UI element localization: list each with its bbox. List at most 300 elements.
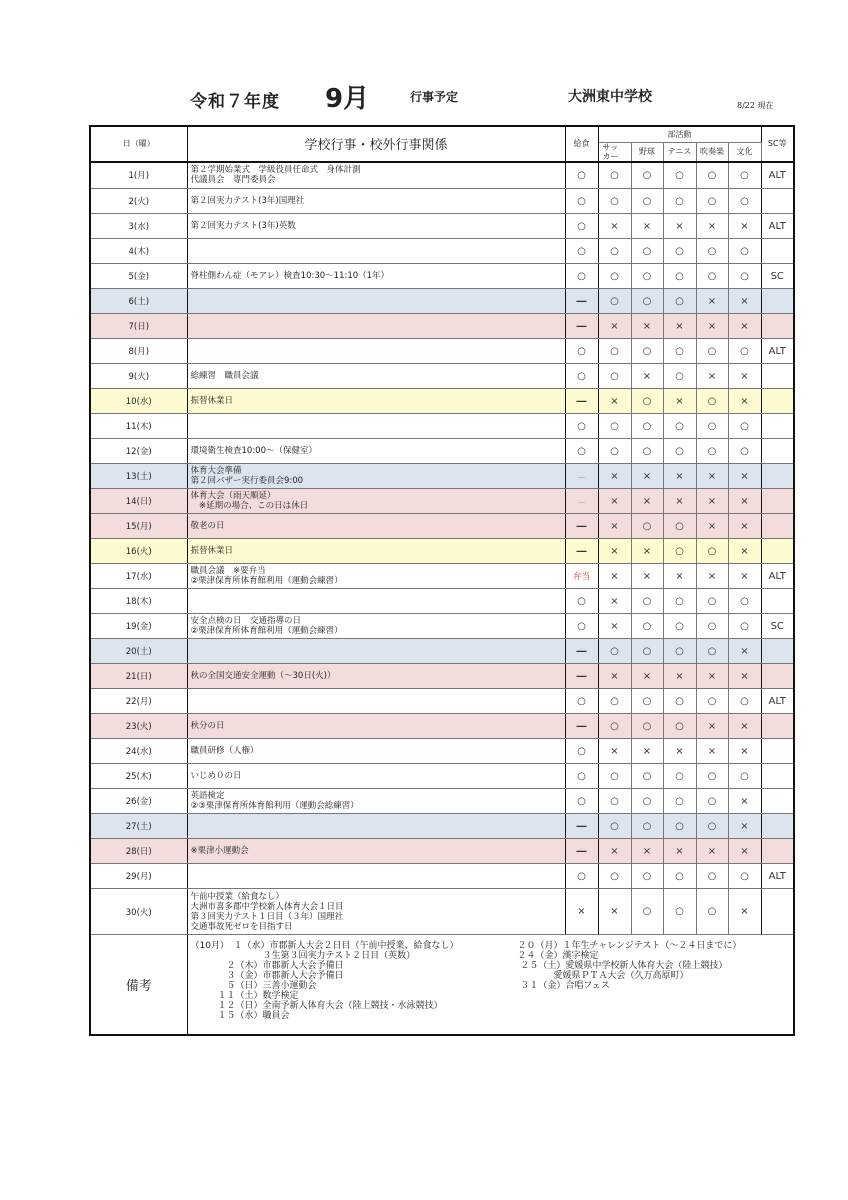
lunch-cell bbox=[565, 389, 598, 414]
culture-mark: × bbox=[740, 545, 749, 557]
baseball-mark: ○ bbox=[642, 720, 652, 732]
soccer-cell bbox=[598, 264, 631, 289]
tennis-mark: ○ bbox=[675, 169, 684, 181]
soccer-cell bbox=[598, 664, 631, 689]
event-cell bbox=[187, 414, 565, 439]
brass-cell bbox=[696, 314, 728, 339]
lunch-cell bbox=[565, 464, 598, 489]
event-line: ②栗津保育所体育館利用（運動会練習） bbox=[190, 576, 343, 586]
schedule-row bbox=[90, 789, 794, 814]
baseball-mark: × bbox=[642, 570, 652, 582]
event-line: 総練習 職員会議 bbox=[190, 371, 259, 381]
tennis-cell bbox=[663, 714, 696, 739]
soccer-cell bbox=[598, 589, 631, 614]
tennis-cell bbox=[663, 614, 696, 639]
tennis-cell bbox=[663, 689, 696, 714]
day-cell: 16(火) bbox=[90, 539, 187, 564]
tennis-cell bbox=[663, 889, 696, 935]
lunch-cell bbox=[565, 814, 598, 839]
soccer-mark: ○ bbox=[610, 195, 619, 207]
schedule-kind: 行事予定 bbox=[410, 90, 459, 104]
baseball-mark: × bbox=[642, 470, 652, 482]
soccer-mark: ○ bbox=[610, 695, 619, 707]
schedule-row bbox=[90, 564, 794, 589]
soccer-mark: ○ bbox=[610, 445, 619, 457]
tennis-cell bbox=[663, 639, 696, 664]
brass-mark: × bbox=[707, 320, 717, 332]
brass-cell bbox=[696, 664, 728, 689]
sc-cell bbox=[761, 189, 794, 214]
culture-cell bbox=[728, 314, 761, 339]
event-line: 大洲市喜多郡中学校新人体育大会１日目 bbox=[190, 901, 344, 912]
culture-mark: ○ bbox=[740, 345, 749, 357]
soccer-cell bbox=[598, 389, 631, 414]
event-line: 職員研修（人権） bbox=[190, 746, 259, 756]
baseball-cell bbox=[631, 864, 663, 889]
tennis-cell bbox=[663, 439, 696, 464]
soccer-cell bbox=[598, 614, 631, 639]
lunch-cell bbox=[565, 614, 598, 639]
schedule-row bbox=[90, 714, 794, 739]
culture-cell bbox=[728, 189, 761, 214]
day-cell: 24(水) bbox=[90, 739, 187, 764]
brass-mark: × bbox=[707, 845, 717, 857]
lunch-cell bbox=[565, 289, 598, 314]
lunch-cell bbox=[565, 839, 598, 864]
event-line: 午前中授業（給食なし） bbox=[190, 891, 285, 902]
soccer-mark: ○ bbox=[610, 370, 619, 382]
culture-cell bbox=[728, 439, 761, 464]
brass-cell bbox=[696, 214, 728, 239]
soccer-cell bbox=[598, 364, 631, 389]
event-line: 第２学期始業式 学級役員任命式 身体計測 bbox=[190, 165, 361, 176]
brass-cell bbox=[696, 364, 728, 389]
culture-cell bbox=[728, 689, 761, 714]
tennis-cell bbox=[663, 464, 696, 489]
schedule-row bbox=[90, 289, 794, 314]
brass-cell bbox=[696, 789, 728, 814]
culture-cell bbox=[728, 564, 761, 589]
event-cell bbox=[187, 589, 565, 614]
soccer-mark: × bbox=[610, 220, 619, 232]
tennis-mark: ○ bbox=[675, 345, 684, 357]
event-line: 交通事故死ゼロを目指す日 bbox=[190, 921, 293, 932]
event-cell bbox=[187, 764, 565, 789]
culture-cell bbox=[728, 364, 761, 389]
baseball-mark: × bbox=[642, 370, 652, 382]
soccer-cell bbox=[598, 489, 631, 514]
lunch-mark: ― bbox=[576, 520, 587, 532]
lunch-cell bbox=[565, 162, 598, 189]
schedule-row bbox=[90, 639, 794, 664]
brass-cell bbox=[696, 689, 728, 714]
lunch-mark: ○ bbox=[577, 595, 586, 607]
schedule-row bbox=[90, 839, 794, 864]
tennis-cell bbox=[663, 189, 696, 214]
soccer-cell bbox=[598, 162, 631, 189]
baseball-cell bbox=[631, 339, 663, 364]
sc-cell bbox=[761, 789, 794, 814]
sc-cell bbox=[761, 289, 794, 314]
event-cell bbox=[187, 639, 565, 664]
brass-cell bbox=[696, 839, 728, 864]
brass-mark: ○ bbox=[707, 906, 717, 917]
soccer-mark: ○ bbox=[610, 295, 619, 307]
event-cell bbox=[187, 264, 565, 289]
baseball-mark: ○ bbox=[642, 520, 652, 532]
lunch-mark: ○ bbox=[577, 745, 586, 757]
header-event: 学校行事・校外行事関係 bbox=[187, 126, 565, 162]
tennis-mark: ○ bbox=[675, 520, 684, 532]
remarks-label: 備考 bbox=[90, 935, 187, 1035]
culture-mark: ○ bbox=[740, 245, 749, 257]
tennis-cell bbox=[663, 239, 696, 264]
soccer-mark: ○ bbox=[610, 169, 619, 181]
baseball-cell bbox=[631, 664, 663, 689]
remarks-line: ５（日）三善小運動会 bbox=[190, 981, 317, 991]
tennis-cell bbox=[663, 764, 696, 789]
baseball-mark: ○ bbox=[642, 870, 652, 882]
tennis-mark: ○ bbox=[675, 795, 684, 807]
soccer-cell bbox=[598, 639, 631, 664]
day-cell: 21(日) bbox=[90, 664, 187, 689]
event-cell bbox=[187, 539, 565, 564]
baseball-mark: ○ bbox=[642, 795, 652, 807]
baseball-cell bbox=[631, 589, 663, 614]
culture-mark: × bbox=[740, 370, 749, 382]
culture-mark: ○ bbox=[740, 195, 749, 207]
event-cell bbox=[187, 664, 565, 689]
day-cell: 2(火) bbox=[90, 189, 187, 214]
brass-mark: ○ bbox=[707, 445, 717, 457]
lunch-mark: ― bbox=[576, 295, 587, 307]
lunch-cell bbox=[565, 864, 598, 889]
soccer-mark: × bbox=[610, 320, 619, 332]
brass-cell bbox=[696, 289, 728, 314]
tennis-cell bbox=[663, 389, 696, 414]
lunch-mark: ○ bbox=[577, 345, 586, 357]
lunch-mark: ― bbox=[576, 645, 587, 657]
culture-mark: ○ bbox=[740, 270, 749, 282]
lunch-cell bbox=[565, 264, 598, 289]
tennis-mark: ○ bbox=[675, 770, 684, 782]
tennis-mark: × bbox=[675, 320, 684, 332]
soccer-mark: × bbox=[610, 545, 619, 557]
soccer-cell bbox=[598, 864, 631, 889]
baseball-cell bbox=[631, 239, 663, 264]
soccer-mark: × bbox=[610, 845, 619, 857]
soccer-mark: ○ bbox=[610, 270, 619, 282]
document-header bbox=[0, 78, 848, 118]
soccer-mark: ○ bbox=[610, 245, 619, 257]
sc-cell bbox=[761, 764, 794, 789]
remarks-line: ２（木）市郡新人大会予備日 bbox=[190, 961, 344, 971]
lunch-mark: ○ bbox=[577, 169, 586, 181]
baseball-cell bbox=[631, 614, 663, 639]
tennis-cell bbox=[663, 162, 696, 189]
lunch-cell bbox=[565, 564, 598, 589]
brass-mark: × bbox=[707, 520, 717, 532]
baseball-cell bbox=[631, 764, 663, 789]
header-lunch: 給食 bbox=[565, 126, 598, 162]
tennis-mark: ○ bbox=[675, 645, 684, 657]
lunch-cell bbox=[565, 239, 598, 264]
culture-cell bbox=[728, 714, 761, 739]
lunch-mark: 弁当 bbox=[572, 572, 590, 582]
culture-mark: × bbox=[740, 570, 749, 582]
event-cell bbox=[187, 464, 565, 489]
event-line: ②栗津保育所体育館利用（運動会練習） bbox=[190, 626, 343, 636]
brass-cell bbox=[696, 264, 728, 289]
tennis-mark: ○ bbox=[675, 906, 684, 917]
lunch-mark: ○ bbox=[577, 620, 586, 632]
school-name: 大洲東中学校 bbox=[568, 89, 652, 105]
day-cell: 29(月) bbox=[90, 864, 187, 889]
tennis-cell bbox=[663, 289, 696, 314]
schedule-row bbox=[90, 514, 794, 539]
sc-cell bbox=[761, 414, 794, 439]
soccer-cell bbox=[598, 214, 631, 239]
event-line: 代議員会 専門委員会 bbox=[190, 175, 276, 186]
day-cell: 17(水) bbox=[90, 564, 187, 589]
brass-cell bbox=[696, 714, 728, 739]
baseball-cell bbox=[631, 489, 663, 514]
schedule-row bbox=[90, 414, 794, 439]
baseball-cell bbox=[631, 364, 663, 389]
event-line: 環境衛生検査10:00～（保健室） bbox=[190, 446, 317, 456]
baseball-cell bbox=[631, 439, 663, 464]
sc-cell bbox=[761, 814, 794, 839]
lunch-cell bbox=[565, 189, 598, 214]
schedule-row bbox=[90, 814, 794, 839]
soccer-cell bbox=[598, 439, 631, 464]
tennis-cell bbox=[663, 814, 696, 839]
event-cell bbox=[187, 339, 565, 364]
culture-mark: ○ bbox=[740, 620, 749, 632]
sc-cell bbox=[761, 314, 794, 339]
baseball-cell bbox=[631, 689, 663, 714]
schedule-row bbox=[90, 664, 794, 689]
culture-cell bbox=[728, 389, 761, 414]
soccer-mark: × bbox=[610, 620, 619, 632]
brass-mark: ○ bbox=[707, 820, 717, 832]
event-line: 第２回実力テスト(3年)英数 bbox=[190, 221, 296, 231]
soccer-cell bbox=[598, 189, 631, 214]
event-line: 脊柱側わん症（モアレ）検査10:30～11:10（1年） bbox=[190, 271, 390, 281]
lunch-cell bbox=[565, 364, 598, 389]
tennis-cell bbox=[663, 739, 696, 764]
sc-cell bbox=[761, 889, 794, 935]
culture-mark: × bbox=[740, 520, 749, 532]
culture-cell bbox=[728, 264, 761, 289]
event-line: いじめ０の日 bbox=[190, 771, 242, 781]
lunch-cell bbox=[565, 889, 598, 935]
event-line: 秋の全国交通安全運動（～30日(火)） bbox=[190, 671, 336, 681]
tennis-cell bbox=[663, 664, 696, 689]
sc-cell bbox=[761, 714, 794, 739]
culture-cell bbox=[728, 889, 761, 935]
brass-mark: × bbox=[707, 220, 717, 232]
baseball-cell bbox=[631, 414, 663, 439]
brass-mark: ○ bbox=[707, 545, 717, 557]
brass-mark: × bbox=[707, 720, 717, 732]
tennis-mark: ○ bbox=[675, 420, 684, 432]
baseball-mark: × bbox=[642, 320, 652, 332]
schedule-row bbox=[90, 389, 794, 414]
event-line: 第３回実力テスト１日目（３年）国理社 bbox=[190, 911, 344, 922]
lunch-mark: ― bbox=[576, 545, 587, 557]
event-line: 秋分の日 bbox=[190, 721, 225, 731]
culture-mark: × bbox=[740, 395, 749, 407]
culture-mark: × bbox=[740, 845, 749, 857]
day-cell: 28(日) bbox=[90, 839, 187, 864]
culture-cell bbox=[728, 639, 761, 664]
tennis-cell bbox=[663, 514, 696, 539]
tennis-mark: ○ bbox=[675, 270, 684, 282]
brass-mark: ○ bbox=[707, 395, 717, 407]
brass-cell bbox=[696, 414, 728, 439]
tennis-mark: × bbox=[675, 670, 684, 682]
lunch-cell bbox=[565, 439, 598, 464]
brass-cell bbox=[696, 889, 728, 935]
tennis-cell bbox=[663, 314, 696, 339]
soccer-cell bbox=[598, 414, 631, 439]
culture-mark: ○ bbox=[740, 420, 749, 432]
culture-cell bbox=[728, 614, 761, 639]
soccer-mark: × bbox=[610, 906, 619, 917]
fiscal-year: 令和７年度 bbox=[190, 92, 280, 112]
remarks-cell bbox=[187, 935, 794, 1035]
day-cell: 8(月) bbox=[90, 339, 187, 364]
brass-mark: × bbox=[707, 570, 717, 582]
brass-mark: ○ bbox=[707, 695, 717, 707]
baseball-cell bbox=[631, 739, 663, 764]
brass-mark: ○ bbox=[707, 345, 717, 357]
soccer-cell bbox=[598, 314, 631, 339]
event-line: 職員会議 ※要弁当 bbox=[190, 566, 266, 576]
lunch-mark: ― bbox=[576, 845, 587, 857]
brass-cell bbox=[696, 162, 728, 189]
culture-mark: ○ bbox=[740, 445, 749, 457]
soccer-cell bbox=[598, 714, 631, 739]
event-line: 振替休業日 bbox=[190, 546, 234, 556]
brass-cell bbox=[696, 864, 728, 889]
day-cell: 6(土) bbox=[90, 289, 187, 314]
schedule-row bbox=[90, 489, 794, 514]
day-cell: 22(月) bbox=[90, 689, 187, 714]
culture-cell bbox=[728, 289, 761, 314]
remarks-line: ３（金）市郡新人大会予備日 bbox=[190, 971, 344, 981]
baseball-cell bbox=[631, 189, 663, 214]
sc-cell bbox=[761, 589, 794, 614]
baseball-cell bbox=[631, 639, 663, 664]
soccer-mark: ○ bbox=[610, 820, 619, 832]
culture-cell bbox=[728, 414, 761, 439]
day-cell: 19(金) bbox=[90, 614, 187, 639]
baseball-cell bbox=[631, 314, 663, 339]
soccer-mark: × bbox=[610, 570, 619, 582]
remarks-line: １５（水）職員会 bbox=[190, 1011, 290, 1021]
tennis-cell bbox=[663, 339, 696, 364]
event-cell bbox=[187, 514, 565, 539]
remarks-line: ３１（金）合唱フェス bbox=[517, 981, 610, 991]
lunch-mark: ○ bbox=[577, 195, 586, 207]
sc-cell bbox=[761, 839, 794, 864]
culture-mark: ○ bbox=[740, 695, 749, 707]
sc-cell: SC bbox=[761, 614, 794, 639]
culture-mark: ○ bbox=[740, 169, 749, 181]
sc-cell bbox=[761, 439, 794, 464]
culture-mark: × bbox=[740, 220, 749, 232]
event-cell bbox=[187, 689, 565, 714]
lunch-cell bbox=[565, 214, 598, 239]
day-cell: 12(金) bbox=[90, 439, 187, 464]
culture-mark: × bbox=[740, 495, 749, 507]
sc-cell: SC bbox=[761, 264, 794, 289]
tennis-mark: ○ bbox=[675, 445, 684, 457]
brass-cell bbox=[696, 339, 728, 364]
sc-cell: ALT bbox=[761, 689, 794, 714]
schedule-row bbox=[90, 539, 794, 564]
day-cell: 15(月) bbox=[90, 514, 187, 539]
tennis-cell bbox=[663, 864, 696, 889]
event-cell bbox=[187, 314, 565, 339]
event-cell bbox=[187, 239, 565, 264]
tennis-mark: ○ bbox=[675, 370, 684, 382]
culture-cell bbox=[728, 764, 761, 789]
event-line: 第２回バザー実行委員会9:00 bbox=[190, 476, 304, 486]
day-cell: 11(木) bbox=[90, 414, 187, 439]
sc-cell bbox=[761, 364, 794, 389]
day-cell: 3(水) bbox=[90, 214, 187, 239]
event-cell bbox=[187, 389, 565, 414]
brass-cell bbox=[696, 189, 728, 214]
brass-mark: × bbox=[707, 670, 717, 682]
lunch-mark: ○ bbox=[577, 220, 586, 232]
lunch-cell bbox=[565, 414, 598, 439]
brass-mark: ○ bbox=[707, 620, 717, 632]
baseball-mark: ○ bbox=[642, 270, 652, 282]
lunch-cell bbox=[565, 739, 598, 764]
remarks-left-column bbox=[191, 941, 459, 1021]
tennis-mark: ○ bbox=[675, 720, 684, 732]
soccer-mark: ○ bbox=[610, 345, 619, 357]
header-soccer: サッ カー bbox=[598, 142, 631, 162]
brass-cell bbox=[696, 564, 728, 589]
culture-cell bbox=[728, 664, 761, 689]
culture-mark: × bbox=[740, 720, 749, 732]
lunch-mark: ― bbox=[576, 820, 587, 832]
culture-cell bbox=[728, 814, 761, 839]
brass-mark: ○ bbox=[707, 795, 717, 807]
baseball-cell bbox=[631, 889, 663, 935]
lunch-mark: ― bbox=[576, 395, 587, 407]
baseball-cell bbox=[631, 289, 663, 314]
header-day: 日（曜） bbox=[90, 126, 187, 162]
soccer-cell bbox=[598, 889, 631, 935]
soccer-mark: × bbox=[610, 670, 619, 682]
soccer-mark: × bbox=[610, 520, 619, 532]
sc-cell: ALT bbox=[761, 564, 794, 589]
baseball-mark: ○ bbox=[642, 695, 652, 707]
culture-mark: ○ bbox=[740, 595, 749, 607]
baseball-mark: × bbox=[642, 220, 652, 232]
remarks-line: （10月） １（水）市郡新人大会２日目（午前中授業、給食なし） bbox=[190, 941, 459, 951]
baseball-cell bbox=[631, 214, 663, 239]
baseball-mark: ○ bbox=[642, 620, 652, 632]
tennis-mark: ○ bbox=[675, 870, 684, 882]
culture-mark: × bbox=[740, 295, 749, 307]
